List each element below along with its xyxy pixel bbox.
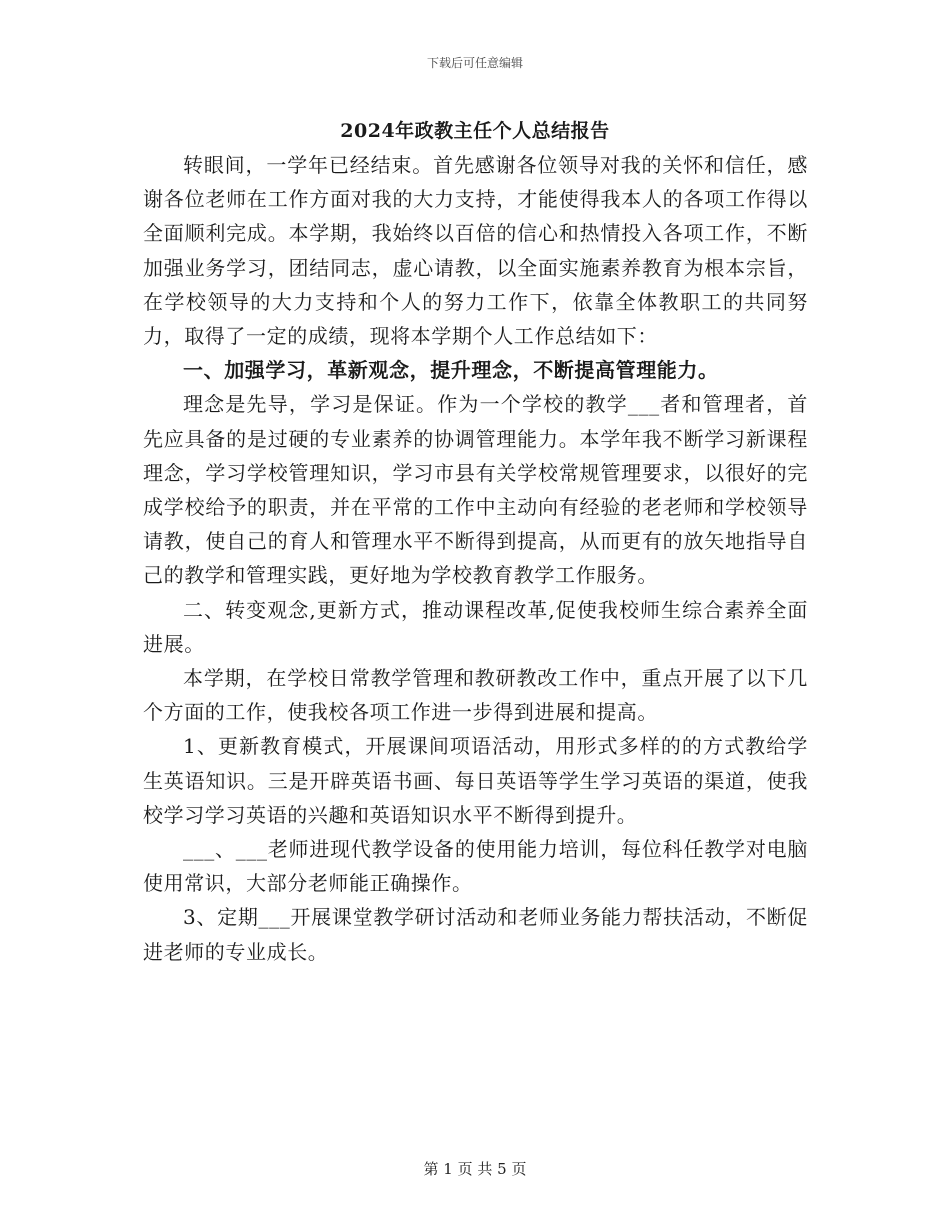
document-title: 2024年政教主任个人总结报告: [340, 120, 610, 142]
paragraph-section-1: 理念是先导，学习是保证。作为一个学校的教学___者和管理者，首先应具备的是过硬的专业素养的协调管理能力。本学年我不断学习新课程理念，学习学校管理知识，学习市县有关学校常规管理要求，以很好的完成学校给予的职责，并在平常的工作中主动向有经验的老老师和学校领导请教，使自己的育人和管理水平不断得到提高，从而更有的放矢地指导自己的教学和管理实践，更好地为学校教育教学工作服务。: [143, 392, 808, 588]
list-item-3: 3、定期___开展课堂教学研讨活动和老师业务能力帮扶活动，不断促进老师的专业成长。: [143, 905, 808, 964]
paragraph-section-2: 本学期，在学校日常教学管理和教研教改工作中，重点开展了以下几个方面的工作，使我校各项工作进一步得到进展和提高。: [143, 666, 808, 725]
list-item-2: ___、___老师进现代教学设备的使用能力培训，每位科任教学对电脑使用常识，大部分老师能正确操作。: [143, 837, 808, 896]
section-heading-1: 一、加强学习，革新观念，提升理念，不断提高管理能力。: [183, 358, 719, 383]
page-number: 第 1 页 共 5 页: [423, 1160, 527, 1178]
list-item-1: 1、更新教育模式，开展课间项语活动，用形式多样的的方式教给学生英语知识。三是开辟英语书画、每日英语等学生学习英语的渠道，使我校学习学习英语的兴趣和英语知识水平不断得到提升。: [143, 734, 808, 827]
paragraph-intro: 转眼间，一学年已经结束。首先感谢各位领导对我的关怀和信任，感谢各位老师在工作方面对我的大力支持，才能使得我本人的各项工作得以全面顺利完成。本学期，我始终以百倍的信心和热情投入各项工作，不断加强业务学习，团结同志，虚心请教，以全面实施素养教育为根本宗旨，在学校领导的大力支持和个人的努力工作下，依靠全体教职工的共同努力，取得了一定的成绩，现将本学期个人工作总结如下：: [143, 153, 808, 349]
document-body: [143, 148, 808, 969]
page-header: 下载后可任意编辑: [426, 56, 523, 70]
section-heading-2: 二、转变观念,更新方式，推动课程改革,促使我校师生综合素养全面进展。: [143, 597, 808, 656]
